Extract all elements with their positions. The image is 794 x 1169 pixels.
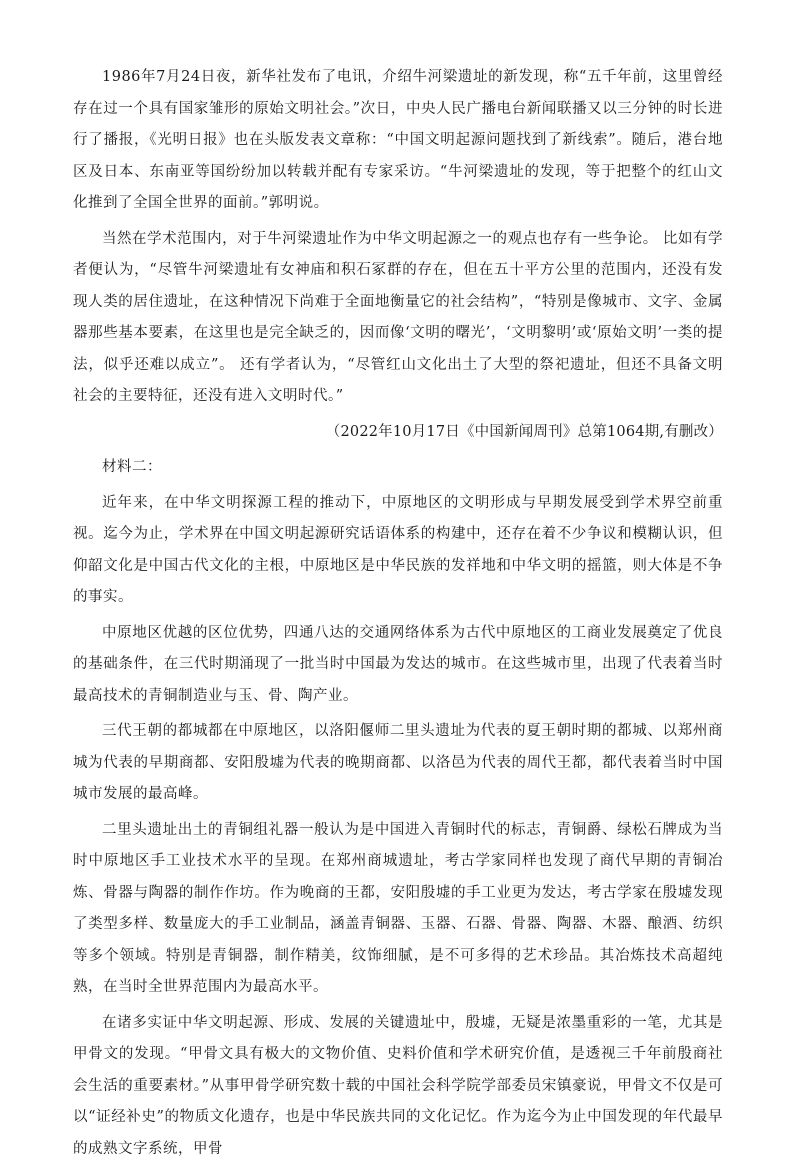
source-citation: （2022年10月17日《中国新闻周刊》总第1064期,有删改）: [325, 423, 723, 440]
body-paragraph: 1986年7月24日夜，新华社发布了电讯，介绍牛河梁遗址的新发现，称“五千年前，这里曾经存在过一个具有国家雏形的原始文明社会。”次日，中央人民广播电台新闻联播又以三分钟的时长进行了播报，《光明日报》也在头版发表文章称：“中国文明起源问题找到了新线索”。随后，港台地区及日本、东南亚等国纷纷加以转载并配有专家采访。“牛河梁遗址的发现，等于把整个的红山文化推到了全国全世界的面前。”郭明说。: [73, 69, 723, 211]
body-paragraph: 在诸多实证中华文明起源、形成、发展的关键遗址中，殷墟，无疑是浓墨重彩的一笔，尤其是甲骨文的发现。“甲骨文具有极大的文物价值、史料价值和学术研究价值，是透视三千年前殷商社会生活的重要素材。”从事甲骨学研究数十载的中国社会科学院学部委员宋镇豪说，甲骨文不仅是可以“证经补史”的物质文化遗存，也是中华民族共同的文化记忆。作为迄今为止中国发现的年代最早的成熟文字系统，甲骨: [73, 1014, 723, 1157]
document-page: [73, 62, 723, 1169]
body-paragraph: 中原地区优越的区位优势，四通八达的交通网络体系为古代中原地区的工商业发展奠定了优良的基础条件，在三代时期涌现了一批当时中国最为发达的城市。在这些城市里，出现了代表着当时最高技术的青铜制造业与玉、骨、陶产业。: [73, 624, 723, 704]
body-paragraph: 三代王朝的都城都在中原地区，以洛阳偃师二里头遗址为代表的夏王朝时期的都城、以郑州商城为代表的早期商都、安阳殷墟为代表的晚期商都、以洛邑为代表的周代王都，都代表着当时中国城市发展的最高峰。: [73, 723, 723, 802]
material-label: 材料二：: [102, 459, 162, 475]
body-paragraph: 二里头遗址出土的青铜组礼器一般认为是中国进入青铜时代的标志，青铜爵、绿松石牌成为当时中原地区手工业技术水平的呈现。在郑州商城遗址，考古学家同样也发现了商代早期的青铜冶炼、骨器与陶器的制作作坊。作为晚商的王都，安阳殷墟的手工业更为发达，考古学家在殷墟发现了类型多样、数量庞大的手工业制品，涵盖青铜器、玉器、石器、骨器、陶器、木器、酿酒、纺织等多个领域。特别是青铜器，制作精美，纹饰细腻，是不可多得的艺术珍品。其冶炼技术高超纯熟，在当时全世界范围内为最高水平。: [73, 821, 723, 995]
body-paragraph: 近年来，在中华文明探源工程的推动下，中原地区的文明形成与早期发展受到学术界空前重视。迄今为止，学术界在中国文明起源研究话语体系的构建中，还存在着不少争议和模糊认识，但仰韶文化是中国古代文化的主根，中原地区是中华民族的发祥地和中华文明的摇篮，则大体是不争的事实。: [73, 494, 723, 605]
body-paragraph: 当然在学术范围内，对于牛河梁遗址作为中华文明起源之一的观点也存有一些争论。 比如有学者便认为，“尽管牛河梁遗址有女神庙和积石冢群的存在，但在五十平方公里的范围内，还没有发现人类的居住遗址，在这种情况下尚难于全面地衡量它的社会结构”，“特别是像城市、文字、金属器那些基本要素，在这里也是完全缺乏的，因而像‘文明的曙光’，‘文明黎明’或‘原始文明’一类的提法，似乎还难以成立”。 还有学者认为，“尽管红山文化出土了大型的祭祀遗址，但还不具备文明社会的主要特征，还没有进入文明时代。”: [73, 230, 723, 404]
